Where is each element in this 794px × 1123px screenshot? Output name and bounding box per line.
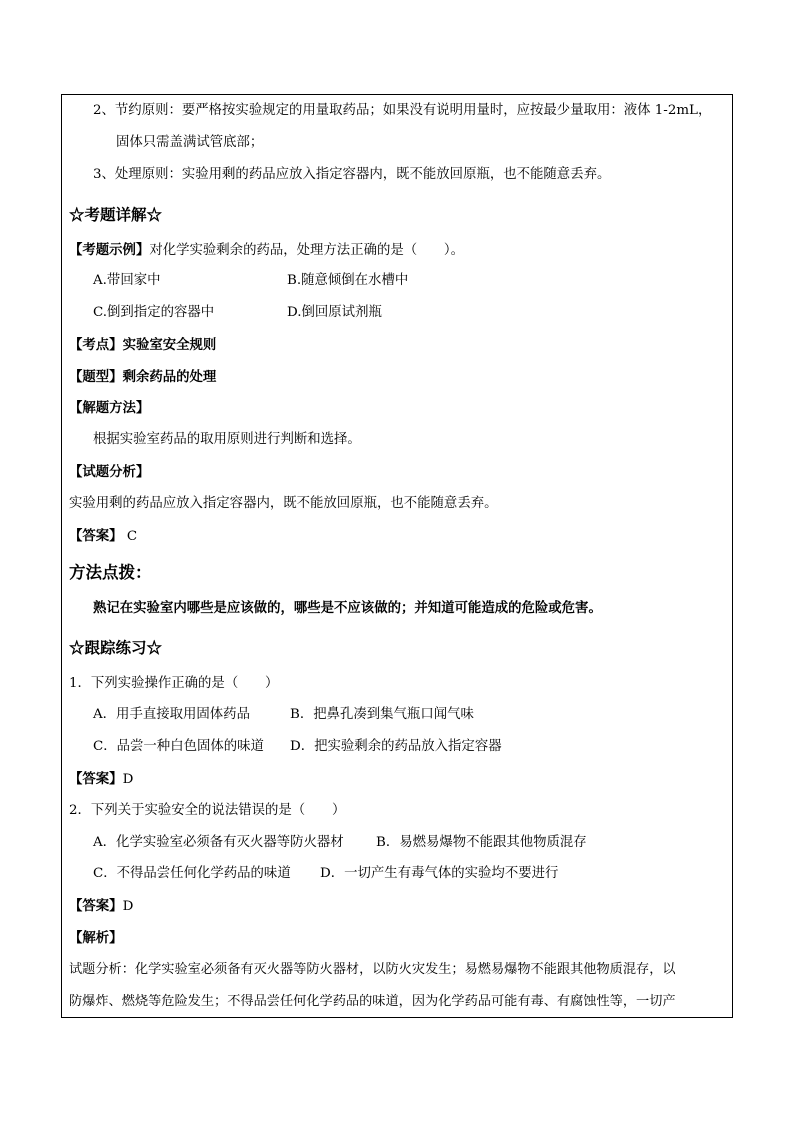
q2-explain-line2: 防爆炸、燃烧等危险发生；不得品尝任何化学药品的味道，因为化学药品可能有毒、有腐蚀性等，一切产 [69, 994, 676, 1009]
q2-option-a: A．化学实验室必须备有灭火器等防火器材 [93, 835, 344, 850]
example-label: 【考题示例】 [69, 242, 150, 258]
knowledge-point [69, 335, 216, 355]
example-question-text: 对化学实验剩余的药品，处理方法正确的是（ ）。 [149, 243, 465, 258]
principle-2-line2: 固体只需盖满试管底部； [116, 135, 264, 150]
section-title-exam: ☆考题详解☆ [69, 205, 163, 224]
example-answer [69, 526, 137, 547]
tips-text: 熟记在实验室内哪些是应该做的，哪些是不应该做的；并知道可能造成的危险或危害。 [93, 600, 602, 616]
section-title-practice: ☆跟踪练习☆ [69, 638, 163, 657]
example-answer-label: 【答案】 [69, 528, 123, 544]
knowledge-point-label: 【考点】 [69, 337, 123, 353]
example-option-b: B.随意倾倒在水槽中 [287, 273, 409, 288]
q2-option-c: C．不得品尝任何化学药品的味道 [93, 866, 291, 881]
principle-3: 3、处理原则：实验用剩的药品应放入指定容器内，既不能放回原瓶，也不能随意丢弃。 [93, 167, 611, 182]
q1-answer-value: D [122, 772, 134, 787]
example-answer-value: C [126, 529, 138, 544]
example-option-a: A.带回家中 [93, 273, 161, 288]
analysis-text: 实验用剩的药品应放入指定容器内，既不能放回原瓶，也不能随意丢弃。 [69, 496, 498, 511]
q2-option-d: D．一切产生有毒气体的实验均不要进行 [320, 866, 559, 881]
q2-answer-label: 【答案】 [69, 898, 123, 914]
q2-option-b: B．易燃易爆物不能跟其他物质混存 [376, 835, 587, 850]
question-type-value: 剩余药品的处理 [122, 369, 217, 385]
question-type-label: 【题型】 [69, 369, 123, 385]
q2-stem: 2．下列关于实验安全的说法错误的是（ ） [69, 803, 346, 818]
method-label: 【解题方法】 [69, 400, 150, 416]
principle-2-line1: 2、节约原则：要严格按实验规定的用量取药品；如果没有说明用量时，应按最少量取用：液体 1-2mL， [93, 103, 712, 118]
q1-option-d: D．把实验剩余的药品放入指定容器 [290, 739, 502, 754]
q2-answer [69, 896, 133, 917]
example-question [69, 240, 464, 261]
analysis-label: 【试题分析】 [69, 464, 150, 480]
knowledge-point-value: 实验室安全规则 [122, 337, 217, 353]
example-option-c: C.倒到指定的容器中 [93, 305, 215, 320]
q2-explain-label: 【解析】 [69, 930, 123, 946]
q1-option-c: C．品尝一种白色固体的味道 [93, 739, 264, 754]
q2-explain-line1: 试题分析：化学实验室必须备有灭火器等防火器材，以防火灾发生；易燃易爆物不能跟其他物质混存，以 [69, 962, 676, 977]
example-option-d: D.倒回原试剂瓶 [287, 305, 382, 320]
q1-answer [69, 769, 133, 790]
q1-option-b: B．把鼻孔凑到集气瓶口闻气味 [290, 707, 474, 722]
q1-option-a: A．用手直接取用固体药品 [93, 707, 250, 722]
q1-answer-label: 【答案】 [69, 771, 123, 787]
tips-title: 方法点拨： [69, 563, 152, 582]
q2-answer-value: D [122, 899, 134, 914]
method-text: 根据实验室药品的取用原则进行判断和选择。 [93, 432, 361, 447]
q1-stem: 1．下列实验操作正确的是（ ） [69, 676, 279, 691]
question-type [69, 367, 216, 387]
